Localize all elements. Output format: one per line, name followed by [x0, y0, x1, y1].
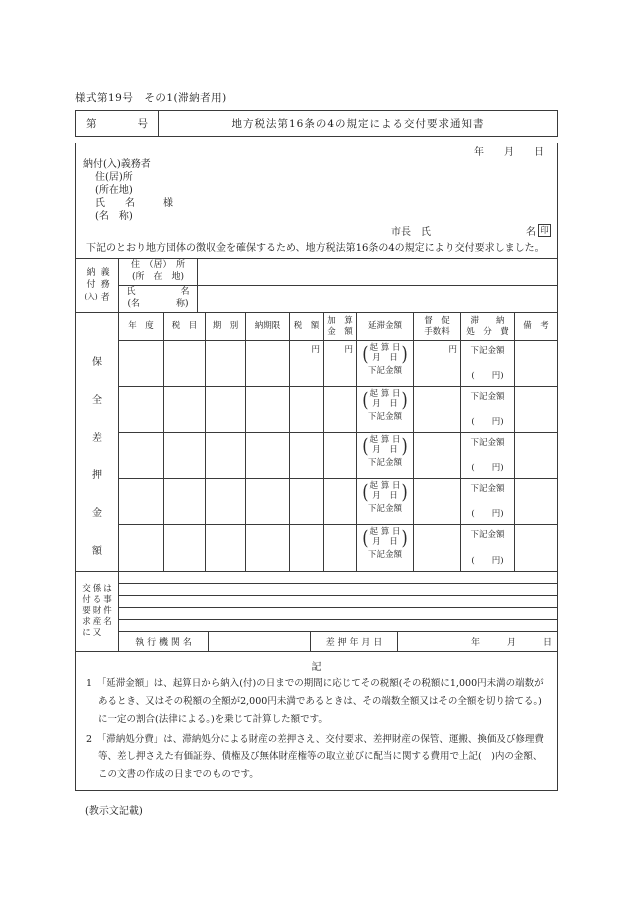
addressee-block — [76, 158, 557, 223]
cell-taxitem — [163, 433, 205, 478]
cell-surcharge: 円 — [323, 341, 356, 386]
obligor-address-value — [198, 259, 557, 285]
paren-close: ) — [401, 341, 408, 366]
tax-row-3 — [119, 433, 557, 479]
number-suffix: 号 — [137, 118, 148, 130]
paren-open: ( — [362, 341, 369, 366]
cell-period — [205, 525, 245, 571]
col-header-demandfee: 督 促 手数料 — [413, 313, 460, 340]
cell-dispositioncost: 下記金額 ( 円) — [460, 387, 514, 432]
cell-surcharge — [323, 387, 356, 432]
obligor-section — [76, 259, 557, 313]
col-header-delinquency: 延滞金額 — [356, 313, 413, 340]
cell-taxamount — [289, 525, 323, 571]
address-label: 住(居)所 — [95, 172, 133, 183]
tax-table-section — [76, 313, 557, 572]
obligor-side-col1: 納 付 (入) — [84, 268, 98, 301]
col-header-taxitem: 税 目 — [163, 313, 205, 340]
tax-row-4 — [119, 479, 557, 525]
footer-note: (教示文記載) — [85, 806, 143, 818]
cell-duedate — [245, 341, 289, 386]
property-side-col1: 交 付 要 求 に — [82, 583, 91, 639]
paren-close: ) — [401, 479, 408, 504]
issue-date-line: 年 月 日 — [474, 147, 544, 158]
obligor-name-value — [198, 286, 557, 312]
body-message: 下記のとおり地方団体の徴収金を確保するため、地方税法第16条の4の規定により交付要求しました。 — [86, 243, 545, 254]
property-side-label — [76, 572, 119, 651]
cell-surcharge — [323, 433, 356, 478]
document-title: 地方税法第16条の4の規定による交付要求通知書 — [231, 118, 485, 130]
cell-year — [119, 479, 163, 524]
paren-close: ) — [401, 525, 408, 550]
name-line — [83, 197, 557, 210]
cell-year — [119, 341, 163, 386]
paren-close: ) — [401, 433, 408, 458]
cell-taxitem — [163, 341, 205, 386]
cell-taxitem — [163, 387, 205, 432]
property-blank-row — [119, 584, 557, 596]
cell-dispositioncost: 下記金額 ( 円) — [460, 341, 514, 386]
cell-period — [205, 433, 245, 478]
cell-taxitem — [163, 479, 205, 524]
cell-taxamount — [289, 433, 323, 478]
obligor-address-row — [119, 259, 557, 285]
cell-taxamount — [289, 479, 323, 524]
cell-period — [205, 387, 245, 432]
cell-demandfee — [413, 433, 460, 478]
obligor-side-col2: 義 務 者 — [100, 268, 110, 303]
number-prefix: 第 — [86, 118, 97, 130]
seizure-date-value: 年 月 日 — [470, 638, 552, 648]
col-header-period: 期 別 — [205, 313, 245, 340]
cell-taxamount — [289, 387, 323, 432]
seizure-date-label: 差 押 年 月 日 — [311, 632, 398, 651]
tax-table-side-label: 保 全 差 押 金 額 — [76, 313, 119, 571]
cell-delinquency: ( 起 算 日 月 日 ) 下記金額 — [356, 433, 413, 478]
document-number-cell — [76, 111, 159, 136]
cell-remarks — [514, 479, 557, 524]
form-sheet — [75, 90, 558, 817]
address-label-alt: (所在地) — [95, 185, 133, 196]
cell-duedate — [245, 387, 289, 432]
cell-remarks — [514, 387, 557, 432]
tax-table-header — [119, 313, 557, 341]
cell-remarks — [514, 525, 557, 571]
obligor-name-row — [119, 285, 557, 312]
cell-dispositioncost: 下記金額 ( 円) — [460, 433, 514, 478]
cell-delinquency: ( 起 算 日 月 日 ) 下記金額 — [356, 387, 413, 432]
obligor-name-label: 氏 名 (名 称) — [119, 286, 198, 312]
name-label-alt: (名 称) — [95, 211, 133, 222]
col-header-taxamount: 税 額 — [289, 313, 323, 340]
paren-open: ( — [362, 479, 369, 504]
tax-row-5 — [119, 525, 557, 571]
col-header-remarks: 備 考 — [514, 313, 557, 340]
title-box — [75, 110, 558, 137]
inner-table — [76, 258, 557, 652]
cell-period — [205, 479, 245, 524]
cell-delinquency: ( 起 算 日 月 日 ) 下記金額 — [356, 341, 413, 386]
paren-open: ( — [362, 387, 369, 412]
cell-year — [119, 433, 163, 478]
cell-year — [119, 387, 163, 432]
cell-demandfee — [413, 525, 460, 571]
cell-period — [205, 341, 245, 386]
agency-value — [209, 632, 311, 651]
col-header-dispositioncost: 滞 納 処 分 費 — [460, 313, 514, 340]
form-code: 様式第19号 その1(滞納者用) — [75, 92, 227, 104]
property-blank-row — [119, 596, 557, 608]
form-body — [75, 143, 558, 791]
col-header-year: 年 度 — [128, 321, 154, 332]
col-header-surcharge: 加 算 金 額 — [323, 313, 356, 340]
paren-open: ( — [362, 433, 369, 458]
property-side-col2: 係 る 財 産 又 — [92, 583, 102, 639]
cell-taxamount: 円 — [289, 341, 323, 386]
cell-duedate — [245, 433, 289, 478]
note-item-2: 2 「滞納処分費」は、滞納処分による財産の差押さえ、交付要求、差押財産の保管、運搬、換価及び修理費等、差し押さえた有価証券、債権及び無体財産権等の取立並びに配当に関する費用で上記( )内の金額、この文書の作成の日までのものです。 — [86, 733, 544, 781]
property-section — [76, 572, 557, 651]
property-blank-row — [119, 608, 557, 620]
agency-row — [119, 632, 557, 651]
cell-demandfee: 円 — [413, 341, 460, 386]
paren-open: ( — [362, 525, 369, 550]
agency-label: 執 行 機 関 名 — [119, 632, 209, 651]
obligor-address-label: 住 （居） 所 (所 在 地) — [119, 259, 198, 285]
name-label: 氏 名 — [95, 198, 135, 209]
seal-mark: 印 — [540, 226, 549, 236]
property-blank-row — [119, 620, 557, 632]
property-blank-row — [119, 572, 557, 584]
cell-remarks — [514, 341, 557, 386]
col-header-duedate: 納期限 — [245, 313, 289, 340]
tax-row-2 — [119, 387, 557, 433]
notes-heading: 記 — [311, 662, 322, 673]
mayor-name-label: 名 — [526, 226, 536, 238]
cell-surcharge — [323, 479, 356, 524]
cell-demandfee — [413, 479, 460, 524]
cell-year — [119, 525, 163, 571]
sender-line — [76, 223, 557, 237]
cell-surcharge — [323, 525, 356, 571]
cell-duedate — [245, 479, 289, 524]
cell-dispositioncost: 下記金額 ( 円) — [460, 479, 514, 524]
cell-remarks — [514, 433, 557, 478]
cell-taxitem — [163, 525, 205, 571]
honorific-sama: 様 — [163, 198, 173, 209]
cell-duedate — [245, 525, 289, 571]
note-item-1: 1 「延滞金額」は、起算日から納入(付)の日までの期間に応じてその税額(その税額に1,000円未満の端数があるとき、又はその税額の全額が2,000円未満であるときは、その端数全額又はその全額を切り捨てる。)に一定の割合(法律による。)を乗じて計算した額です。 — [86, 678, 544, 725]
property-side-col3: は 事 件 名 — [103, 583, 112, 628]
obligor-label: 納付(入)義務者 — [83, 159, 151, 170]
cell-dispositioncost: 下記金額 ( 円) — [460, 525, 514, 571]
tax-row-1 — [119, 341, 557, 387]
obligor-side-label — [76, 259, 119, 312]
cell-delinquency: ( 起 算 日 月 日 ) 下記金額 — [356, 479, 413, 524]
seal-box — [538, 224, 551, 237]
paren-close: ) — [401, 387, 408, 412]
cell-delinquency: ( 起 算 日 月 日 ) 下記金額 — [356, 525, 413, 571]
cell-demandfee — [413, 387, 460, 432]
mayor-label: 市長 氏 — [391, 226, 431, 238]
